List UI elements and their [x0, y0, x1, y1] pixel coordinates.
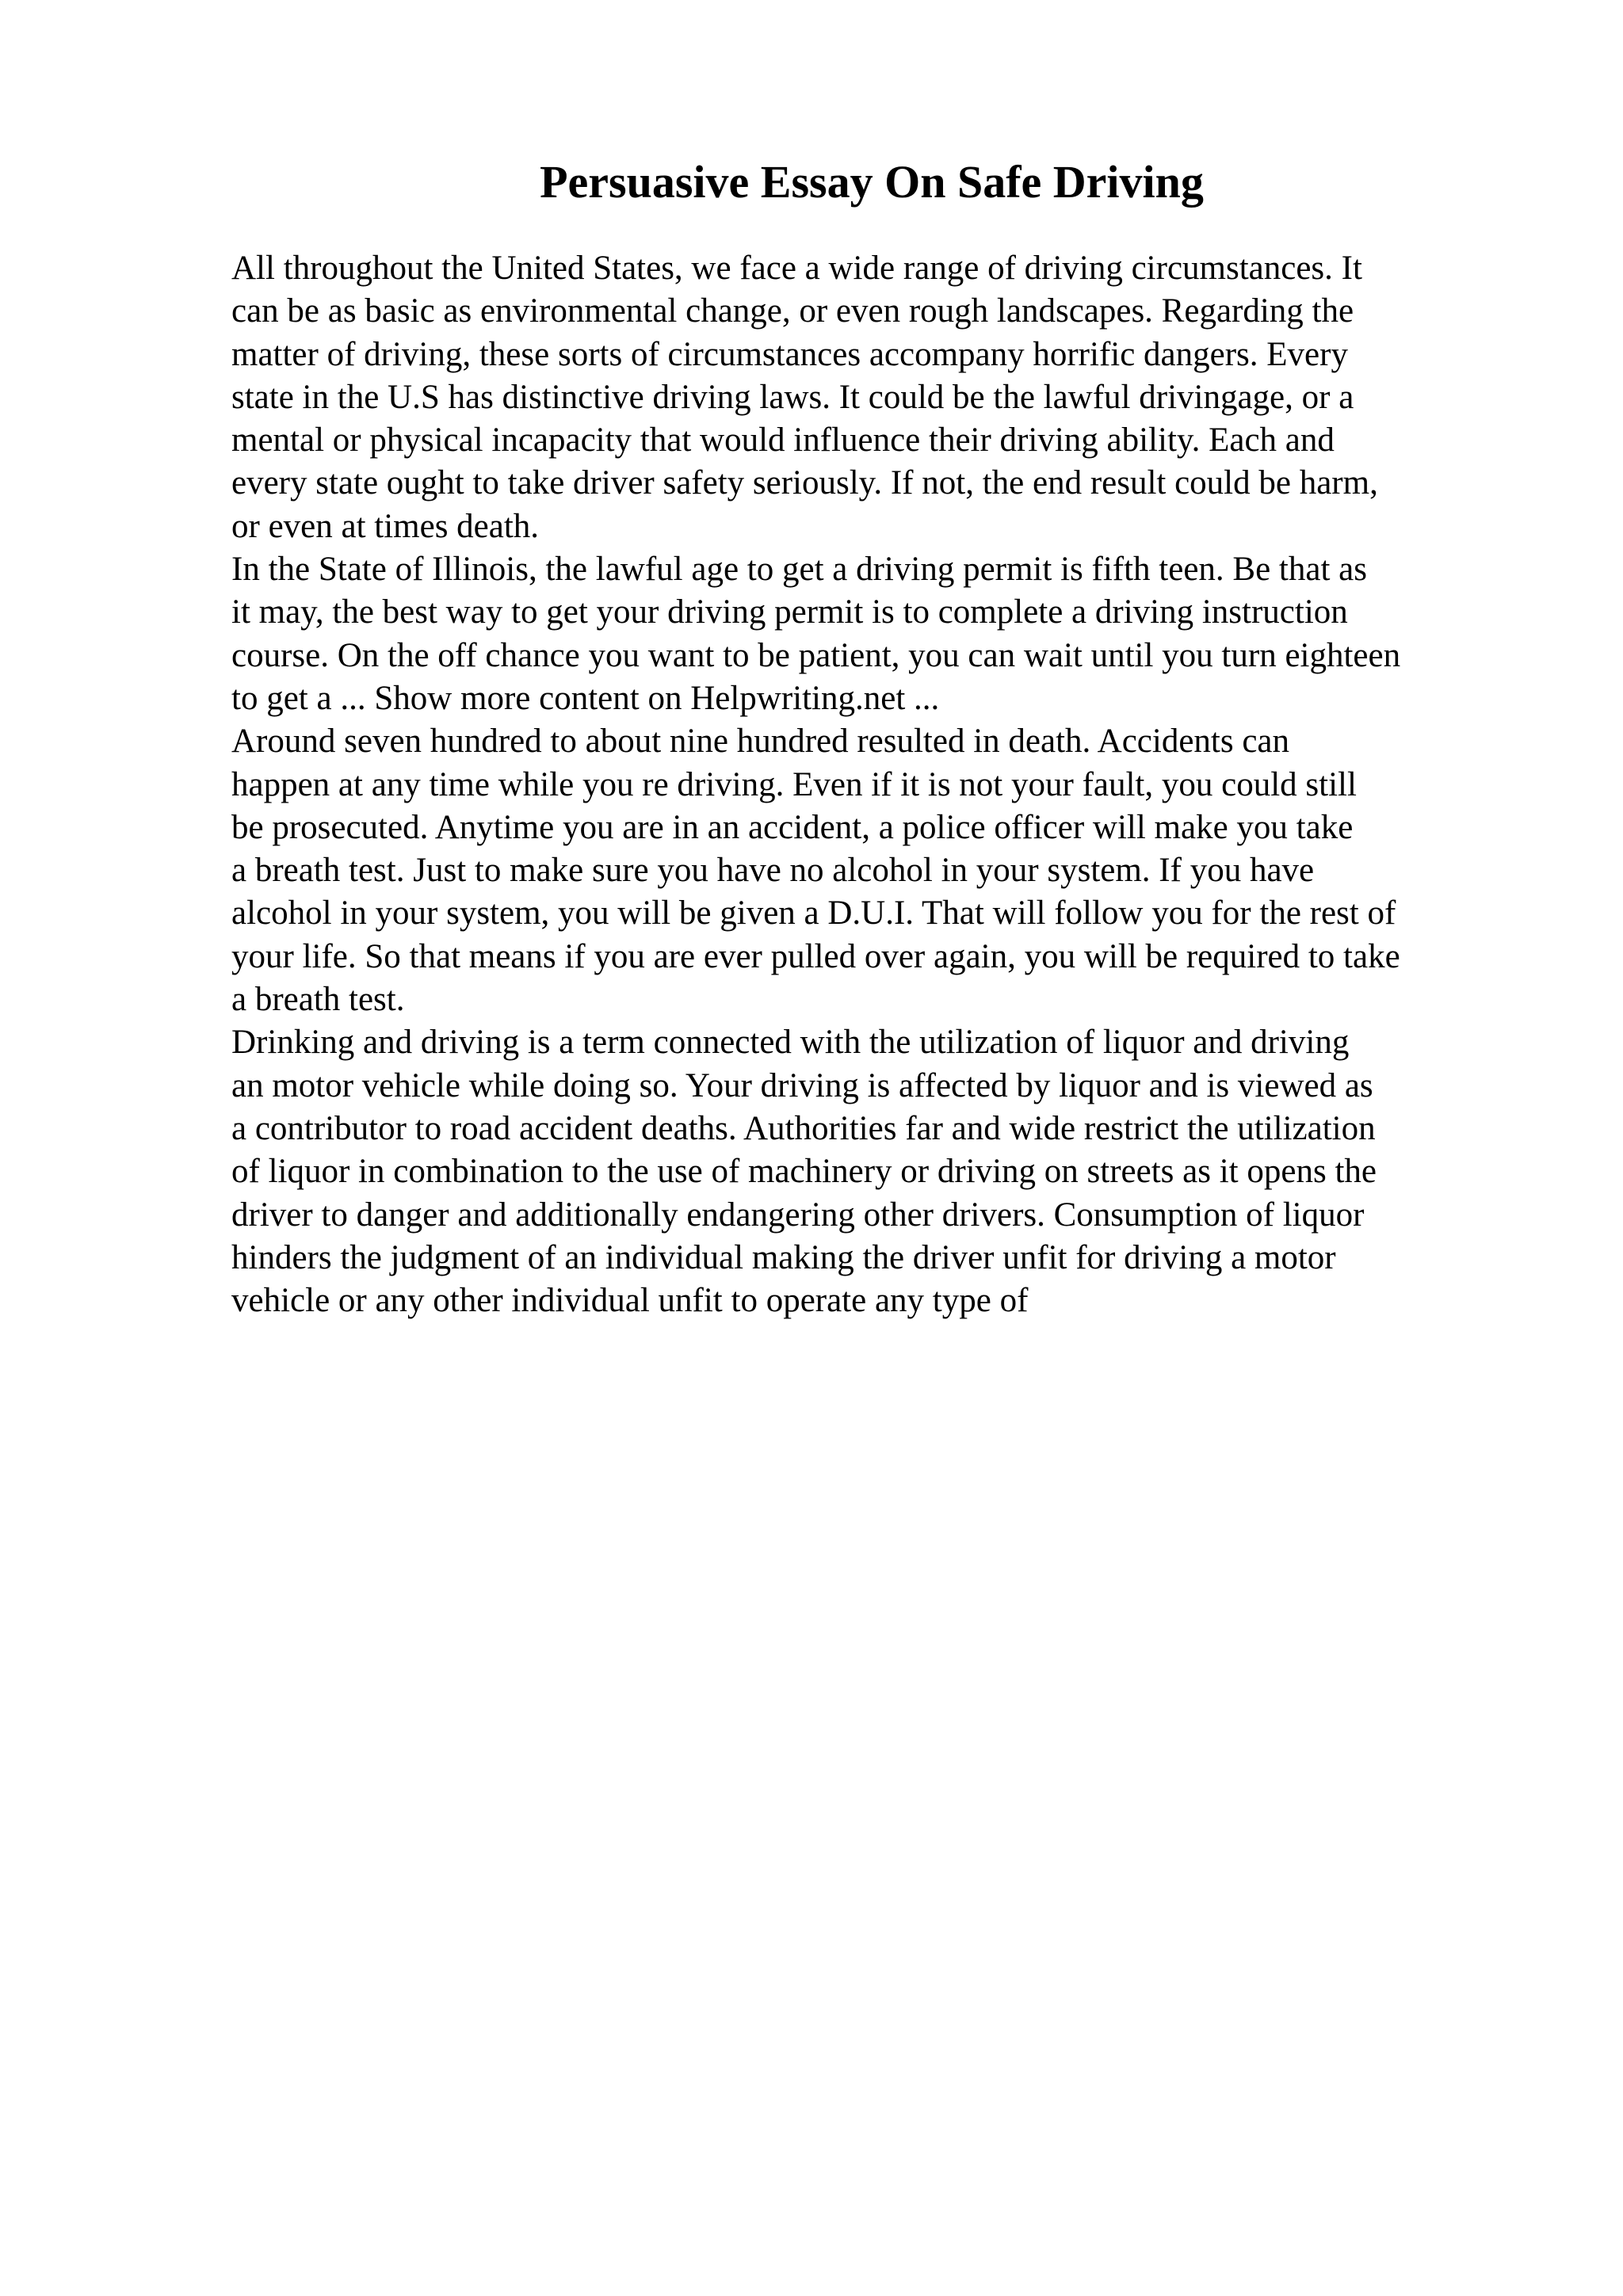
text-line: state in the U.S has distinctive driving laws. It could be the lawful drivingage, or a [231, 378, 1354, 416]
text-line: In the State of Illinois, the lawful age to get a driving permit is fifth teen. Be that as [231, 551, 1367, 589]
text-line: matter of driving, these sorts of circumstances accompany horrific dangers. Every [231, 335, 1348, 373]
text-line: every state ought to take driver safety seriously. If not, the end result could be harm, [231, 464, 1378, 502]
text-line: be prosecuted. Anytime you are in an accident, a police officer will make you take [231, 808, 1354, 846]
text-line: a breath test. [231, 981, 405, 1019]
text-line: Drinking and driving is a term connected with the utilization of liquor and driving [231, 1024, 1350, 1062]
essay-body [231, 247, 1499, 1322]
text-line: course. On the off chance you want to be patient, you can wait until you turn eighteen [231, 636, 1401, 674]
text-line: All throughout the United States, we face a wide range of driving circumstances. It [231, 250, 1362, 287]
text-line: an motor vehicle while doing so. Your driving is affected by liquor and is viewed as [231, 1066, 1373, 1104]
text-line: it may, the best way to get your driving permit is to complete a driving instruction [231, 593, 1348, 631]
text-line: driver to danger and additionally endangering other drivers. Consumption of liquor [231, 1196, 1365, 1234]
text-line: hinders the judgment of an individual making the driver unfit for driving a motor [231, 1238, 1336, 1276]
text-line: your life. So that means if you are ever pulled over again, you will be required to take [231, 937, 1400, 975]
page-title: Persuasive Essay On Safe Driving [540, 156, 1204, 208]
text-line: a contributor to road accident deaths. Authorities far and wide restrict the utilization [231, 1109, 1376, 1147]
text-line: vehicle or any other individual unfit to operate any type of [231, 1282, 1029, 1320]
text-line: to get a ... Show more content on Helpwriting.net ... [231, 679, 940, 717]
text-line: alcohol in your system, you will be given a D.U.I. That will follow you for the rest of [231, 894, 1396, 933]
text-line: a breath test. Just to make sure you have no alcohol in your system. If you have [231, 852, 1315, 890]
text-line: can be as basic as environmental change, or even rough landscapes. Regarding the [231, 292, 1354, 330]
text-line: of liquor in combination to the use of machinery or driving on streets as it opens the [231, 1153, 1377, 1191]
text-line: mental or physical incapacity that would influence their driving ability. Each and [231, 421, 1335, 460]
text-line: or even at times death. [231, 507, 540, 545]
text-line: Around seven hundred to about nine hundred resulted in death. Accidents can [231, 723, 1290, 761]
text-line: happen at any time while you re driving. Even if it is not your fault, you could still [231, 765, 1357, 803]
